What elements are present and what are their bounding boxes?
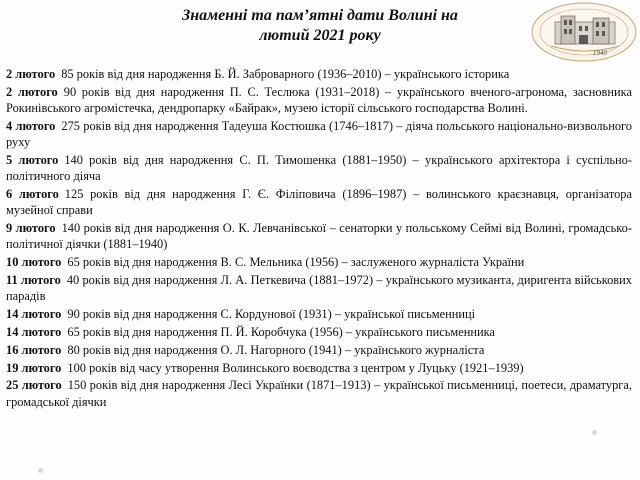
entry-date: 16 лютого xyxy=(6,342,62,357)
page-title xyxy=(140,6,500,46)
list-item xyxy=(6,272,632,305)
list-item xyxy=(6,324,632,340)
list-item xyxy=(6,118,632,151)
entry-date: 6 лютого xyxy=(6,187,59,202)
svg-text:1940: 1940 xyxy=(593,49,607,57)
entry-date: 10 лютого xyxy=(6,255,62,270)
decorative-dot xyxy=(592,430,597,435)
decorative-dot xyxy=(38,468,43,473)
entry-date: 5 лютого xyxy=(6,152,59,167)
entries-list xyxy=(6,66,632,411)
entry-text: 275 років від дня народження Тадеуша Костюшка (1746–1817) – діяча польського національно-визвольного руху xyxy=(6,118,632,150)
entry-text: 90 років від дня народження С. Кордунової (1931) – української письменниці xyxy=(67,307,476,322)
entry-date: 19 лютого xyxy=(6,360,62,375)
list-item xyxy=(6,254,632,270)
list-item xyxy=(6,66,632,82)
title-line-2: лютий 2021 року xyxy=(259,27,381,44)
entry-text: 90 років від дня народження П. С. Теслюка (1931–2018) – українського вченого-агронома, засновника Рокинівського агромістечка, дендропарку «Байрак», музею історії сільського господарства Волині. xyxy=(6,84,632,116)
list-item xyxy=(6,360,632,376)
entry-date: 14 лютого xyxy=(6,324,62,339)
entry-text: 80 років від дня народження О. Л. Нагорного (1941) – українського журналіста xyxy=(67,342,485,357)
library-building-icon xyxy=(531,2,637,62)
entry-text: 140 років від дня народження О. К. Левчанівської – сенаторки у польському Сеймі від Волині, громадсько-політичної діячки (1881–1940) xyxy=(6,221,632,252)
entry-text: 140 років від дня народження С. П. Тимошенка (1881–1950) – українського архітектора і суспільно-політичного діяча xyxy=(6,152,632,184)
entry-date: 25 лютого xyxy=(6,378,62,393)
entry-date: 2 лютого xyxy=(6,84,58,99)
entry-text: 85 років від дня народження Б. Й. Заброварного (1936–2010) – українського історика xyxy=(61,67,510,81)
entry-date: 11 лютого xyxy=(6,273,61,288)
entry-date: 9 лютого xyxy=(6,221,56,236)
list-item xyxy=(6,186,632,219)
entry-date: 14 лютого xyxy=(6,307,62,322)
entry-text: 100 років від часу утворення Волинського воєводства з центром у Луцьку (1921–1939) xyxy=(67,360,524,375)
list-item xyxy=(6,306,632,322)
list-item xyxy=(6,220,632,253)
list-item xyxy=(6,342,632,358)
list-item xyxy=(6,152,632,185)
entry-text: 150 років від дня народження Лесі Українки (1871–1913) – української письменниці, поетеси, драматурга, громадської діячки xyxy=(6,378,632,409)
title-line-1: Знаменні та пам’ятні дати Волині на xyxy=(182,7,458,24)
entry-text: 65 років від дня народження В. С. Мельника (1956) – заслуженого журналіста України xyxy=(67,255,525,270)
list-item xyxy=(6,377,632,410)
library-logo xyxy=(531,2,637,62)
entry-date: 2 лютого xyxy=(6,67,56,81)
entry-text: 40 років від дня народження Л. А. Петкевича (1881–1972) – українського музиканта, диригента військових парадів xyxy=(6,273,632,304)
entry-text: 125 років від дня народження Г. Є. Філіповича (1896–1987) – волинського краєзнавця, організатора музейної справи xyxy=(6,187,632,218)
entry-date: 4 лютого xyxy=(6,118,56,133)
entry-text: 65 років від дня народження П. Й. Коробчука (1956) – українського письменника xyxy=(67,324,495,339)
list-item xyxy=(6,84,632,117)
